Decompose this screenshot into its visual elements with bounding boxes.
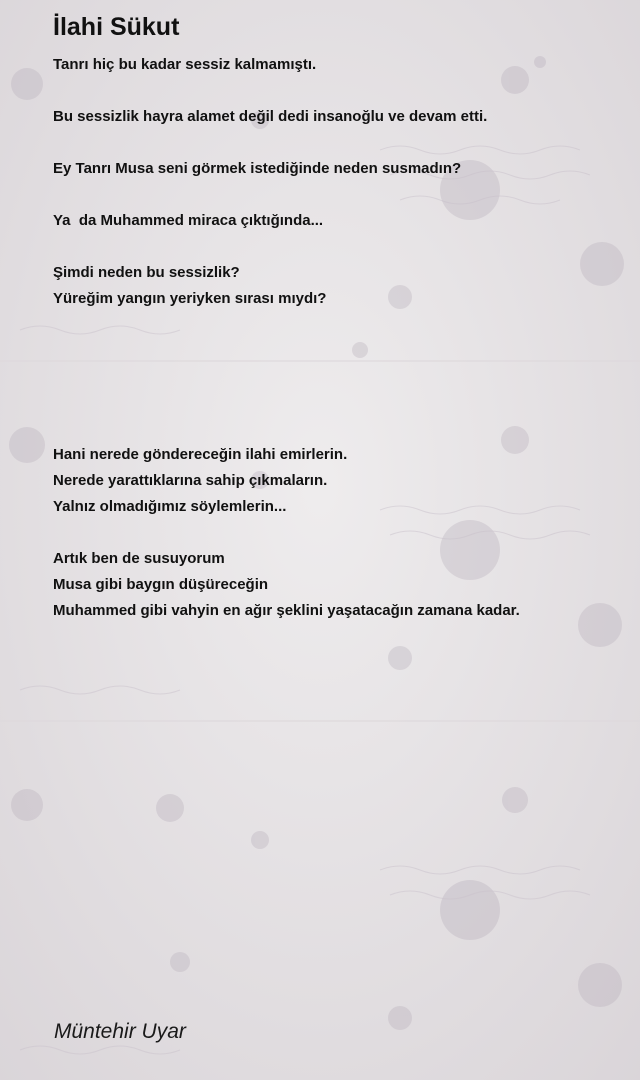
poem-line: Ey Tanrı Musa seni görmek istediğinde neden susmadın? [53,160,462,177]
poem-line: Muhammed gibi vahyin en ağır şeklini yaşatacağın zamana kadar. [53,602,520,619]
poem-blank-line [53,338,623,364]
poem-line: Tanrı hiç bu kadar sessiz kalmamıştı. [53,56,317,73]
poem-title: İlahi Sükut [53,13,180,41]
poem-blank-line [53,520,623,546]
poem-blank-line [53,364,623,390]
poem-blank-line [53,130,623,156]
poem-line: Ya da Muhammed miraca çıktığında... [53,212,324,229]
poem-blank-line [53,234,623,260]
poem-blank-line [53,312,623,338]
poem-line: Nerede yarattıklarına sahip çıkmaların. [53,472,328,489]
poem-body [53,52,623,624]
poem-line: Yüreğim yangın yeriyken sırası mıydı? [53,290,327,307]
poem-line: Şimdi neden bu sessizlik? [53,264,240,281]
poem-line: Artık ben de susuyorum [53,550,225,567]
poem-blank-line [53,416,623,442]
poem-line: Bu sessizlik hayra alamet değil dedi insanoğlu ve devam etti. [53,108,488,125]
poem-blank-line [53,78,623,104]
poem-author: Müntehir Uyar [54,1020,186,1043]
poem-line: Musa gibi baygın düşüreceğin [53,576,269,593]
poem-line: Hani nerede göndereceğin ilahi emirlerin. [53,446,348,463]
poem-line: Yalnız olmadığımız söylemlerin... [53,498,287,515]
poem-blank-line [53,182,623,208]
poem-blank-line [53,390,623,416]
